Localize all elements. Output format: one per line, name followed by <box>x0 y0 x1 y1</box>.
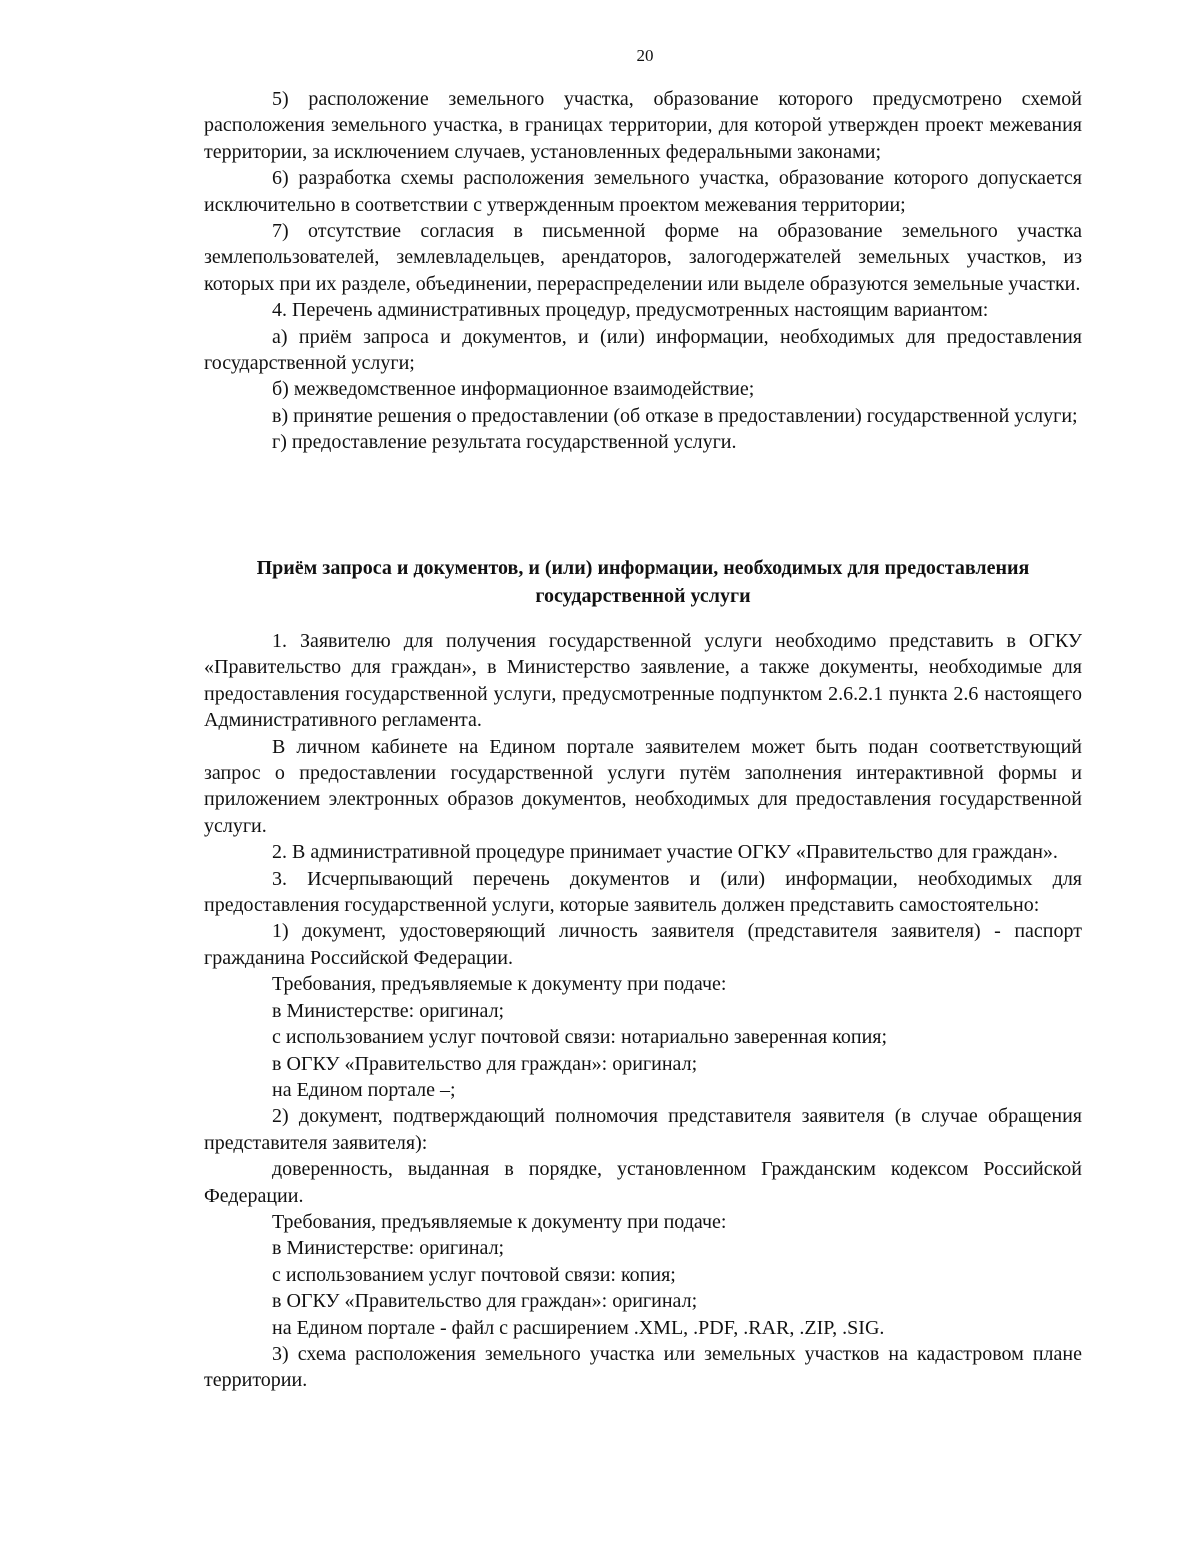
paragraph: в Министерстве: оригинал; <box>272 999 505 1022</box>
paragraph: 1) документ, удостоверяющий личность заявителя (представителя заявителя) - паспорт гражданина Российской Федерации. <box>204 920 1082 969</box>
paragraph: г) предоставление результата государственной услуги. <box>272 431 737 454</box>
paragraph: Требования, предъявляемые к документу при подаче: <box>272 973 727 996</box>
paragraph: с использованием услуг почтовой связи: копия; <box>272 1263 676 1286</box>
paragraph: 5) расположение земельного участка, образование которого предусмотрено схемой расположения земельного участка, в границах территории, для которой утвержден проект межевания территории, за исключением случаев, установленных федеральными законами; <box>204 88 1082 163</box>
paragraph: 4. Перечень административных процедур, предусмотренных настоящим вариантом: <box>272 299 989 322</box>
page-number: 20 <box>636 46 654 65</box>
paragraph: 2. В административной процедуре принимает участие ОГКУ «Правительство для граждан». <box>272 841 1058 864</box>
paragraph: в) принятие решения о предоставлении (об отказе в предоставлении) государственной услуги; <box>272 404 1078 427</box>
paragraph: 6) разработка схемы расположения земельного участка, образование которого допускается исключительно в соответствии с утвержденным проектом межевания территории; <box>204 167 1082 216</box>
paragraph: с использованием услуг почтовой связи: нотариально заверенная копия; <box>272 1026 888 1049</box>
section-grounds-list <box>204 86 1082 456</box>
paragraph: в ОГКУ «Правительство для граждан»: оригинал; <box>272 1052 698 1075</box>
paragraph: 7) отсутствие согласия в письменной форме на образование земельного участка землепользователей, землевладельцев, арендаторов, залогодержателей земельных участков, из которых при их разделе, объединении, перераспределении или выделе образуются земельные участки. <box>204 220 1082 295</box>
paragraph: В личном кабинете на Едином портале заявителем может быть подан соответствующий запрос о предоставлении государственной услуги путём заполнения интерактивной формы и приложением электронных образов документов, необходимых для предоставления государственной услуги. <box>204 735 1082 837</box>
paragraph: 1. Заявителю для получения государственной услуги необходимо представить в ОГКУ «Правительство для граждан», в Министерство заявление, а также документы, необходимые для предоставления государственной услуги, предусмотренные подпунктом 2.6.2.1 пункта 2.6 настоящего Административного регламента. <box>204 630 1082 732</box>
paragraph: на Едином портале - файл с расширением .XML, .PDF, .RAR, .ZIP, .SIG. <box>272 1316 885 1339</box>
paragraph: в Министерстве: оригинал; <box>272 1237 505 1260</box>
section-procedure <box>204 628 1082 1394</box>
paragraph: а) приём запроса и документов, и (или) информации, необходимых для предоставления государственной услуги; <box>204 325 1082 375</box>
paragraph: 3) схема расположения земельного участка или земельных участков на кадастровом плане территории. <box>204 1342 1082 1392</box>
paragraph: Требования, предъявляемые к документу при подаче: <box>272 1210 727 1233</box>
paragraph: б) межведомственное информационное взаимодействие; <box>272 378 755 401</box>
paragraph: на Едином портале –; <box>272 1078 456 1101</box>
paragraph: 2) документ, подтверждающий полномочия представителя заявителя (в случае обращения представителя заявителя): <box>204 1105 1082 1154</box>
paragraph: 3. Исчерпывающий перечень документов и (или) информации, необходимых для предоставления государственной услуги, которые заявитель должен представить самостоятельно: <box>204 867 1082 917</box>
paragraph: в ОГКУ «Правительство для граждан»: оригинал; <box>272 1290 698 1313</box>
section-heading: Приём запроса и документов, и (или) информации, необходимых для предоставления государственной услуги <box>256 557 1030 607</box>
paragraph: доверенность, выданная в порядке, установленном Гражданским кодексом Российской Федерации. <box>204 1158 1082 1207</box>
